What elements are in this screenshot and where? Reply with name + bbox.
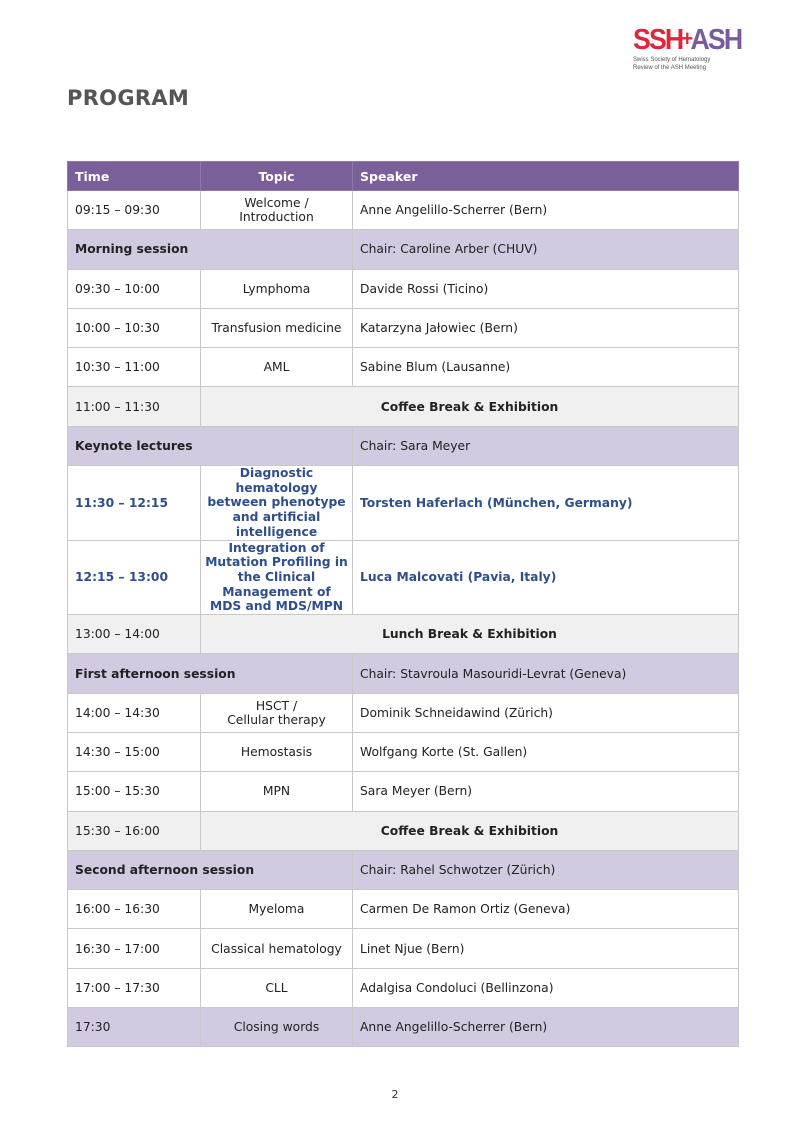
break-label: Coffee Break & Exhibition: [201, 811, 739, 850]
topic-cell: [201, 693, 353, 732]
time-cell: 11:00 – 11:30: [68, 387, 201, 426]
time-cell: 10:30 – 11:00: [68, 348, 201, 387]
keynote-row: [68, 540, 739, 615]
speaker-cell: Dominik Schneidawind (Zürich): [353, 693, 739, 732]
table-row: [68, 269, 739, 308]
session-chair: Chair: Caroline Arber (CHUV): [353, 230, 739, 269]
time-cell: 15:30 – 16:00: [68, 811, 201, 850]
time-cell: 14:00 – 14:30: [68, 693, 201, 732]
session-title: Morning session: [68, 230, 353, 269]
break-row: [68, 387, 739, 426]
break-label: Lunch Break & Exhibition: [201, 615, 739, 654]
page-title: PROGRAM: [67, 86, 190, 110]
program-table: [67, 161, 739, 1047]
table-row: [68, 693, 739, 732]
time-cell: 13:00 – 14:00: [68, 615, 201, 654]
break-label: Coffee Break & Exhibition: [201, 387, 739, 426]
session-title: Second afternoon session: [68, 850, 353, 889]
session-row: [68, 654, 739, 693]
session-row: [68, 426, 739, 465]
table-row: [68, 308, 739, 347]
table-row: [68, 733, 739, 772]
time-cell: 16:00 – 16:30: [68, 890, 201, 929]
time-cell: 15:00 – 15:30: [68, 772, 201, 811]
topic-cell: Closing words: [201, 1008, 353, 1047]
table-row: [68, 929, 739, 968]
topic-cell: Lymphoma: [201, 269, 353, 308]
speaker-cell: Sara Meyer (Bern): [353, 772, 739, 811]
topic-line: Welcome /: [244, 196, 309, 211]
time-cell: 10:00 – 10:30: [68, 308, 201, 347]
speaker-cell: Anne Angelillo-Scherrer (Bern): [353, 1008, 739, 1047]
column-header-speaker: Speaker: [353, 162, 739, 191]
topic-cell: Diagnostic hematology between phenotype and artificial intelligence: [201, 466, 353, 541]
topic-cell: Transfusion medicine: [201, 308, 353, 347]
speaker-cell: Katarzyna Jałowiec (Bern): [353, 308, 739, 347]
time-cell: 17:00 – 17:30: [68, 968, 201, 1007]
table-row: [68, 890, 739, 929]
table-row: [68, 772, 739, 811]
sshash-logo: [633, 24, 742, 72]
speaker-cell: Anne Angelillo-Scherrer (Bern): [353, 191, 739, 230]
session-chair: Chair: Sara Meyer: [353, 426, 739, 465]
table-row: [68, 191, 739, 230]
time-cell: 09:15 – 09:30: [68, 191, 201, 230]
session-chair: Chair: Rahel Schwotzer (Zürich): [353, 850, 739, 889]
column-header-topic: Topic: [201, 162, 353, 191]
topic-cell: Integration of Mutation Profiling in the Clinical Management of MDS and MDS/MPN: [201, 540, 353, 615]
cross-icon: +: [681, 26, 692, 51]
topic-line: Introduction: [239, 210, 314, 225]
speaker-cell: Luca Malcovati (Pavia, Italy): [353, 540, 739, 615]
speaker-cell: Davide Rossi (Ticino): [353, 269, 739, 308]
topic-cell: Hemostasis: [201, 733, 353, 772]
session-title: Keynote lectures: [68, 426, 353, 465]
topic-cell: [201, 191, 353, 230]
logo-subtitle-line2: Review of the ASH Meeting: [633, 65, 707, 71]
session-chair: Chair: Stavroula Masouridi-Levrat (Geneva): [353, 654, 739, 693]
time-cell: 11:30 – 12:15: [68, 466, 201, 541]
speaker-cell: Carmen De Ramon Ortiz (Geneva): [353, 890, 739, 929]
speaker-cell: Sabine Blum (Lausanne): [353, 348, 739, 387]
topic-cell: CLL: [201, 968, 353, 1007]
speaker-cell: Linet Njue (Bern): [353, 929, 739, 968]
table-header-row: [68, 162, 739, 191]
table-row: [68, 968, 739, 1007]
speaker-cell: Wolfgang Korte (St. Gallen): [353, 733, 739, 772]
speaker-cell: Adalgisa Condoluci (Bellinzona): [353, 968, 739, 1007]
break-row: [68, 615, 739, 654]
topic-cell: Myeloma: [201, 890, 353, 929]
speaker-cell: Torsten Haferlach (München, Germany): [353, 466, 739, 541]
topic-cell: MPN: [201, 772, 353, 811]
logo-wordmark: SSH+ASH: [633, 24, 742, 56]
time-cell: 16:30 – 17:00: [68, 929, 201, 968]
topic-line: Cellular therapy: [227, 712, 326, 727]
time-cell: 12:15 – 13:00: [68, 540, 201, 615]
time-cell: 14:30 – 15:00: [68, 733, 201, 772]
closing-row: [68, 1008, 739, 1047]
session-row: [68, 850, 739, 889]
time-cell: 09:30 – 10:00: [68, 269, 201, 308]
topic-cell: AML: [201, 348, 353, 387]
logo-subtitle-line1: Swiss Society of Hematology: [633, 57, 711, 63]
keynote-row: [68, 466, 739, 541]
page-number: 2: [391, 1088, 399, 1101]
column-header-time: Time: [68, 162, 201, 191]
topic-cell: Classical hematology: [201, 929, 353, 968]
time-cell: 17:30: [68, 1008, 201, 1047]
break-row: [68, 811, 739, 850]
session-title: First afternoon session: [68, 654, 353, 693]
table-row: [68, 348, 739, 387]
session-row: [68, 230, 739, 269]
topic-line: HSCT /: [255, 698, 298, 713]
